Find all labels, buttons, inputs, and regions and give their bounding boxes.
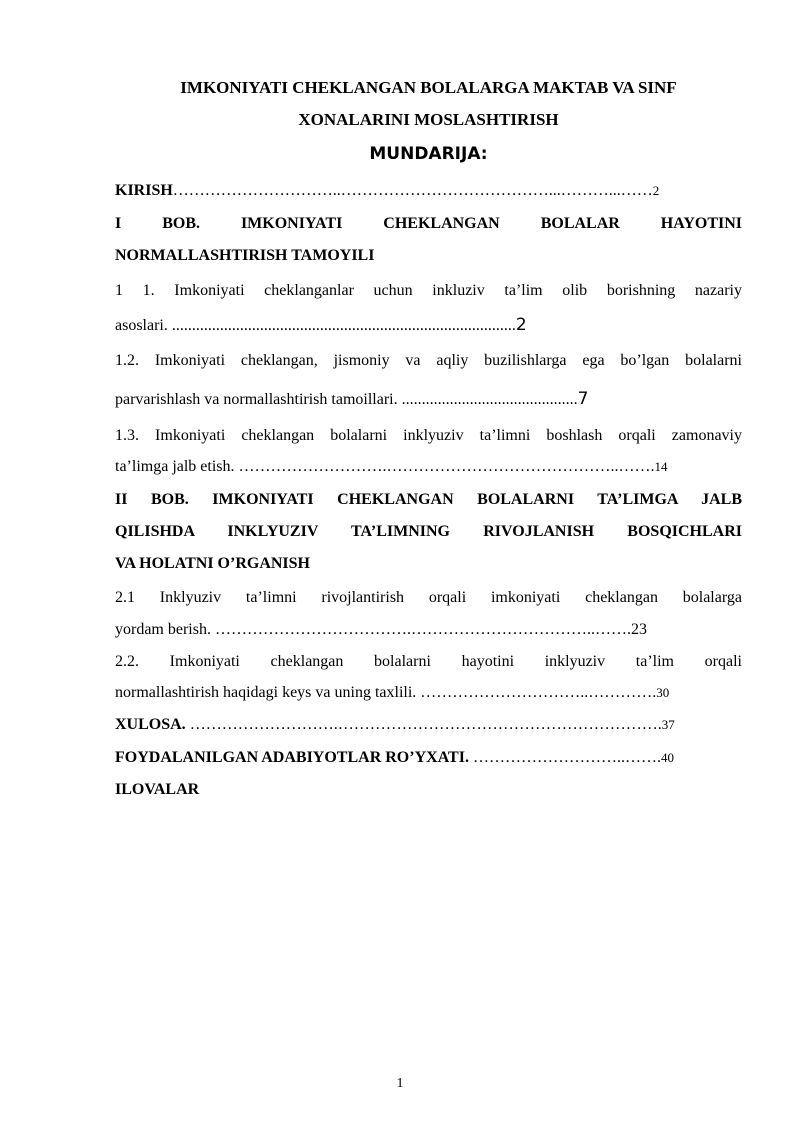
toc-section-1-3-line-2 <box>115 457 742 477</box>
toc-section-1-3-line-1: 1.3. Imkoniyati cheklangan bolalarni inklyuziv ta’limni boshlash orqali zamonaviy <box>115 427 742 444</box>
toc-entry-appendices: ILOVALAR <box>115 781 200 798</box>
toc-entry-bibliography <box>115 748 742 768</box>
toc-entry-text: normallashtirish haqidagi keys va uning taxlili. …………………………..…………. <box>115 684 657 701</box>
toc-section-1-2-line-1: 1.2. Imkoniyati cheklangan, jismoniy va aqliy buzilishlarga ega bo’lgan bolalarni <box>115 352 742 369</box>
toc-page-number: 40 <box>660 750 674 765</box>
toc-page-number: 37 <box>661 717 675 732</box>
toc-entry-text: parvarishlash va normallashtirish tamoillari. ............................................ <box>115 391 578 408</box>
toc-section-2-1-line-1: 2.1 Inklyuziv ta’limni rivojlantirish orqali imkoniyati cheklangan bolalarga <box>115 589 742 606</box>
toc-entry-label: FOYDALANILGAN ADABIYOTLAR RO’YXATI. <box>115 749 469 766</box>
toc-chapter-1-line-2: NORMALLASHTIRISH TAMOYILI <box>115 247 375 264</box>
toc-section-1-1-line-2 <box>115 315 742 336</box>
toc-leader-dots: ……………………….……………………………………………………. <box>185 716 662 733</box>
toc-section-1-2-line-2 <box>115 389 742 410</box>
toc-leader-dots: …………………………..…………………………………...………...…… <box>172 182 653 199</box>
toc-section-2-1-line-2 <box>115 620 742 640</box>
toc-entry-label: KIRISH <box>115 182 173 199</box>
toc-entry-xulosa <box>115 715 742 735</box>
toc-chapter-2-line-2: QILISHDA INKLYUZIV TA’LIMNING RIVOJLANISH BOSQICHLARI <box>115 523 742 540</box>
toc-section-1-1-line-1: 1 1. Imkoniyati cheklanganlar uchun inkluziv ta’lim olib borishning nazariy <box>115 282 742 299</box>
toc-leader-dots: ………………………..……. <box>468 749 661 766</box>
toc-page-number: 2 <box>515 315 527 335</box>
toc-section-2-2-line-1: 2.2. Imkoniyati cheklangan bolalarni hayotini inklyuziv ta’lim orqali <box>115 653 742 670</box>
document-title-line-2: XONALARINI MOSLASHTIRISH <box>298 110 559 129</box>
toc-entry-label: XULOSA. <box>115 716 186 733</box>
document-title-line-1: IMKONIYATI CHEKLANGAN BOLALARGA MAKTAB VA SINF <box>180 78 677 97</box>
toc-chapter-2-line-1: II BOB. IMKONIYATI CHEKLANGAN BOLALARNI TA’LIMGA JALB <box>115 491 742 508</box>
toc-chapter-1-line-1: I BOB. IMKONIYATI CHEKLANGAN BOLALAR HAYOTINI <box>115 215 742 232</box>
toc-page-number: 30 <box>656 685 670 700</box>
toc-entry-text: asoslari. ...................................................................................... <box>115 317 516 334</box>
toc-entry-text: ta’limga jalb etish. ……………………….……………………………………..……. <box>115 458 655 475</box>
toc-chapter-2-line-3: VA HOLATNI O’RGANISH <box>115 555 310 572</box>
toc-heading: MUNDARIJA: <box>369 144 488 164</box>
page-number-footer: 1 <box>396 1076 404 1091</box>
toc-page-number: 14 <box>654 459 668 474</box>
toc-page-number: 7 <box>577 389 589 409</box>
toc-page-number: 23 <box>630 621 647 638</box>
toc-entry-kirish <box>115 181 742 201</box>
toc-section-2-2-line-2 <box>115 683 742 703</box>
toc-entry-text: yordam berish. ……………………………….……………………………..……. <box>115 621 631 638</box>
toc-page-number: 2 <box>652 183 660 198</box>
